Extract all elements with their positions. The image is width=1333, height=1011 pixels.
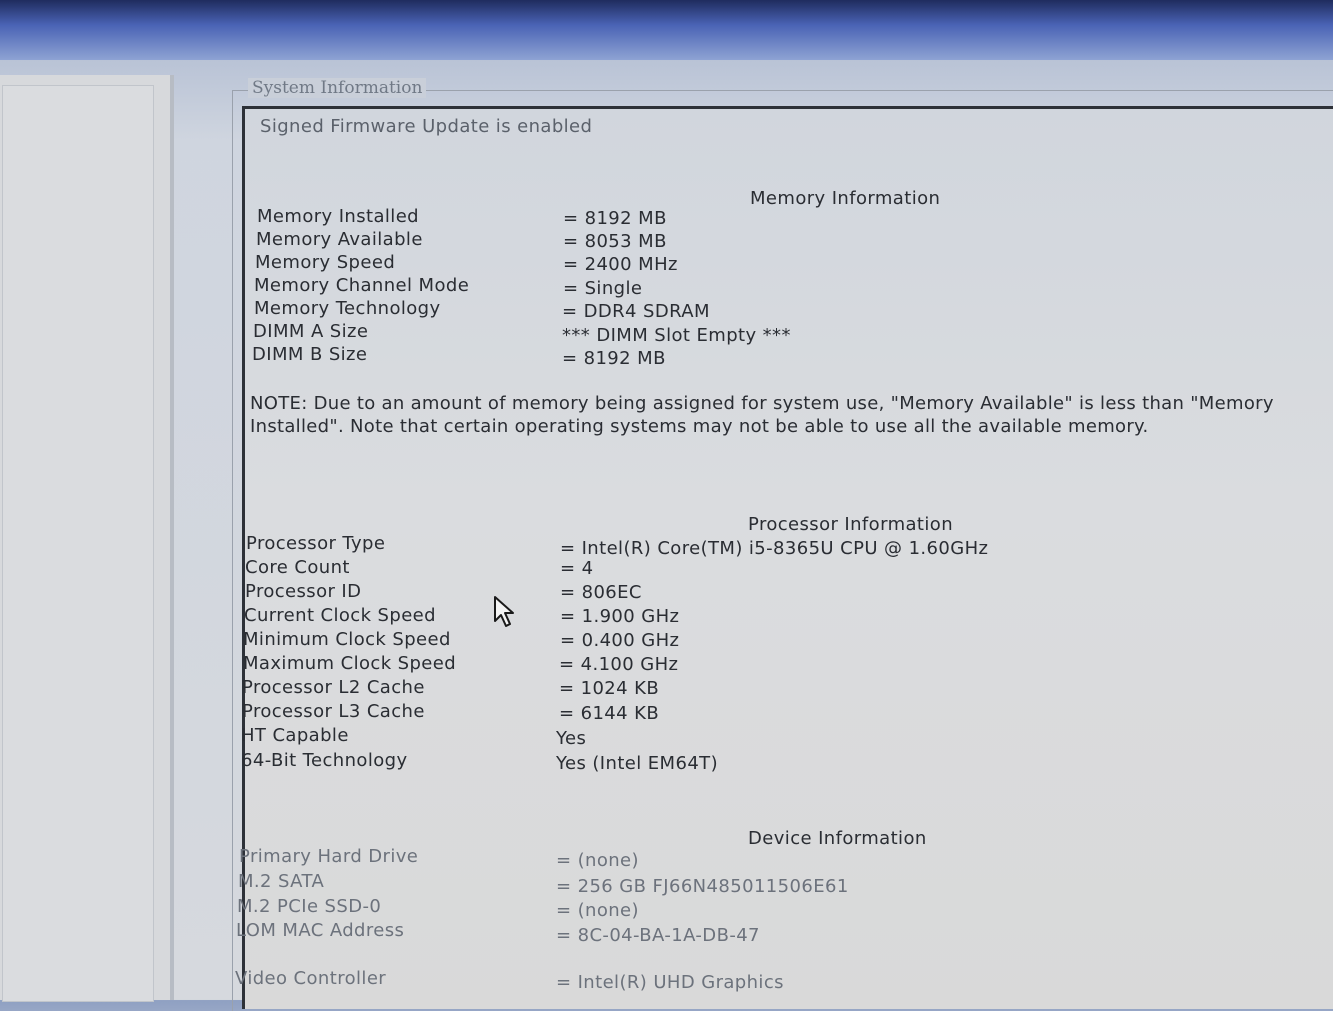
navigation-tree[interactable] (2, 85, 154, 1002)
primary-hard-drive-value: = (none) (556, 850, 639, 871)
memory-installed-label: Memory Installed (257, 206, 420, 227)
processor-id-label: Processor ID (245, 581, 362, 602)
processor-l3-cache-label: Processor L3 Cache (242, 701, 425, 722)
memory-available-label: Memory Available (256, 229, 423, 250)
processor-type-value: = Intel(R) Core(TM) i5-8365U CPU @ 1.60GHz (560, 538, 989, 559)
maximum-clock-speed-value: = 4.100 GHz (559, 654, 679, 675)
dimm-b-size-label: DIMM B Size (252, 344, 368, 365)
core-count-label: Core Count (245, 557, 350, 578)
processor-l3-cache-value: = 6144 KB (559, 703, 660, 724)
memory-technology-value: = DDR4 SDRAM (562, 301, 710, 322)
processor-l2-cache-value: = 1024 KB (559, 678, 660, 699)
minimum-clock-speed-value: = 0.400 GHz (560, 630, 680, 651)
64-bit-technology-value: Yes (Intel EM64T) (556, 753, 718, 774)
dimm-b-size-value: = 8192 MB (562, 348, 666, 369)
processor-id-value: = 806EC (560, 582, 642, 603)
dimm-a-size-value: *** DIMM Slot Empty *** (562, 325, 791, 346)
64-bit-technology-label: 64-Bit Technology (241, 750, 408, 771)
window-title-bar (0, 0, 1333, 60)
core-count-value: = 4 (560, 558, 594, 579)
processor-l2-cache-label: Processor L2 Cache (242, 677, 425, 698)
processor-heading: Processor Information (748, 514, 954, 535)
minimum-clock-speed-label: Minimum Clock Speed (243, 629, 451, 650)
ht-capable-label: HT Capable (241, 725, 349, 746)
settings-navigation-pane[interactable] (0, 75, 174, 1000)
device-heading: Device Information (748, 828, 927, 849)
lom-mac-address-label: LOM MAC Address (236, 920, 405, 941)
current-clock-speed-label: Current Clock Speed (244, 605, 436, 626)
memory-speed-label: Memory Speed (255, 252, 396, 273)
mouse-pointer-icon (493, 595, 519, 633)
m2-pcie-ssd-value: = (none) (556, 900, 639, 921)
primary-hard-drive-label: Primary Hard Drive (239, 846, 419, 867)
processor-type-label: Processor Type (246, 533, 386, 554)
memory-channel-mode-label: Memory Channel Mode (254, 275, 470, 296)
memory-installed-value: = 8192 MB (563, 208, 667, 229)
memory-available-value: = 8053 MB (563, 231, 667, 252)
dimm-a-size-label: DIMM A Size (253, 321, 369, 342)
memory-heading: Memory Information (750, 188, 941, 209)
m2-sata-label: M.2 SATA (238, 871, 325, 892)
lom-mac-address-value: = 8C-04-BA-1A-DB-47 (556, 925, 760, 946)
current-clock-speed-value: = 1.900 GHz (560, 606, 680, 627)
memory-speed-value: = 2400 MHz (563, 254, 678, 275)
memory-channel-mode-value: = Single (563, 278, 643, 299)
m2-pcie-ssd-label: M.2 PCIe SSD-0 (237, 896, 382, 917)
ht-capable-value: Yes (556, 728, 587, 749)
video-controller-value: = Intel(R) UHD Graphics (556, 972, 784, 993)
video-controller-label: Video Controller (235, 968, 387, 989)
memory-note: NOTE: Due to an amount of memory being assigned for system use, "Memory Available" is less than "Memory Installed". Note that certain operating systems may not be able to use all the available memory. (250, 393, 1274, 437)
maximum-clock-speed-label: Maximum Clock Speed (243, 653, 457, 674)
firmware-notice: Signed Firmware Update is enabled (260, 116, 593, 137)
group-title: System Information (248, 78, 426, 98)
memory-technology-label: Memory Technology (254, 298, 441, 319)
m2-sata-value: = 256 GB FJ66N485011506E61 (556, 876, 849, 897)
